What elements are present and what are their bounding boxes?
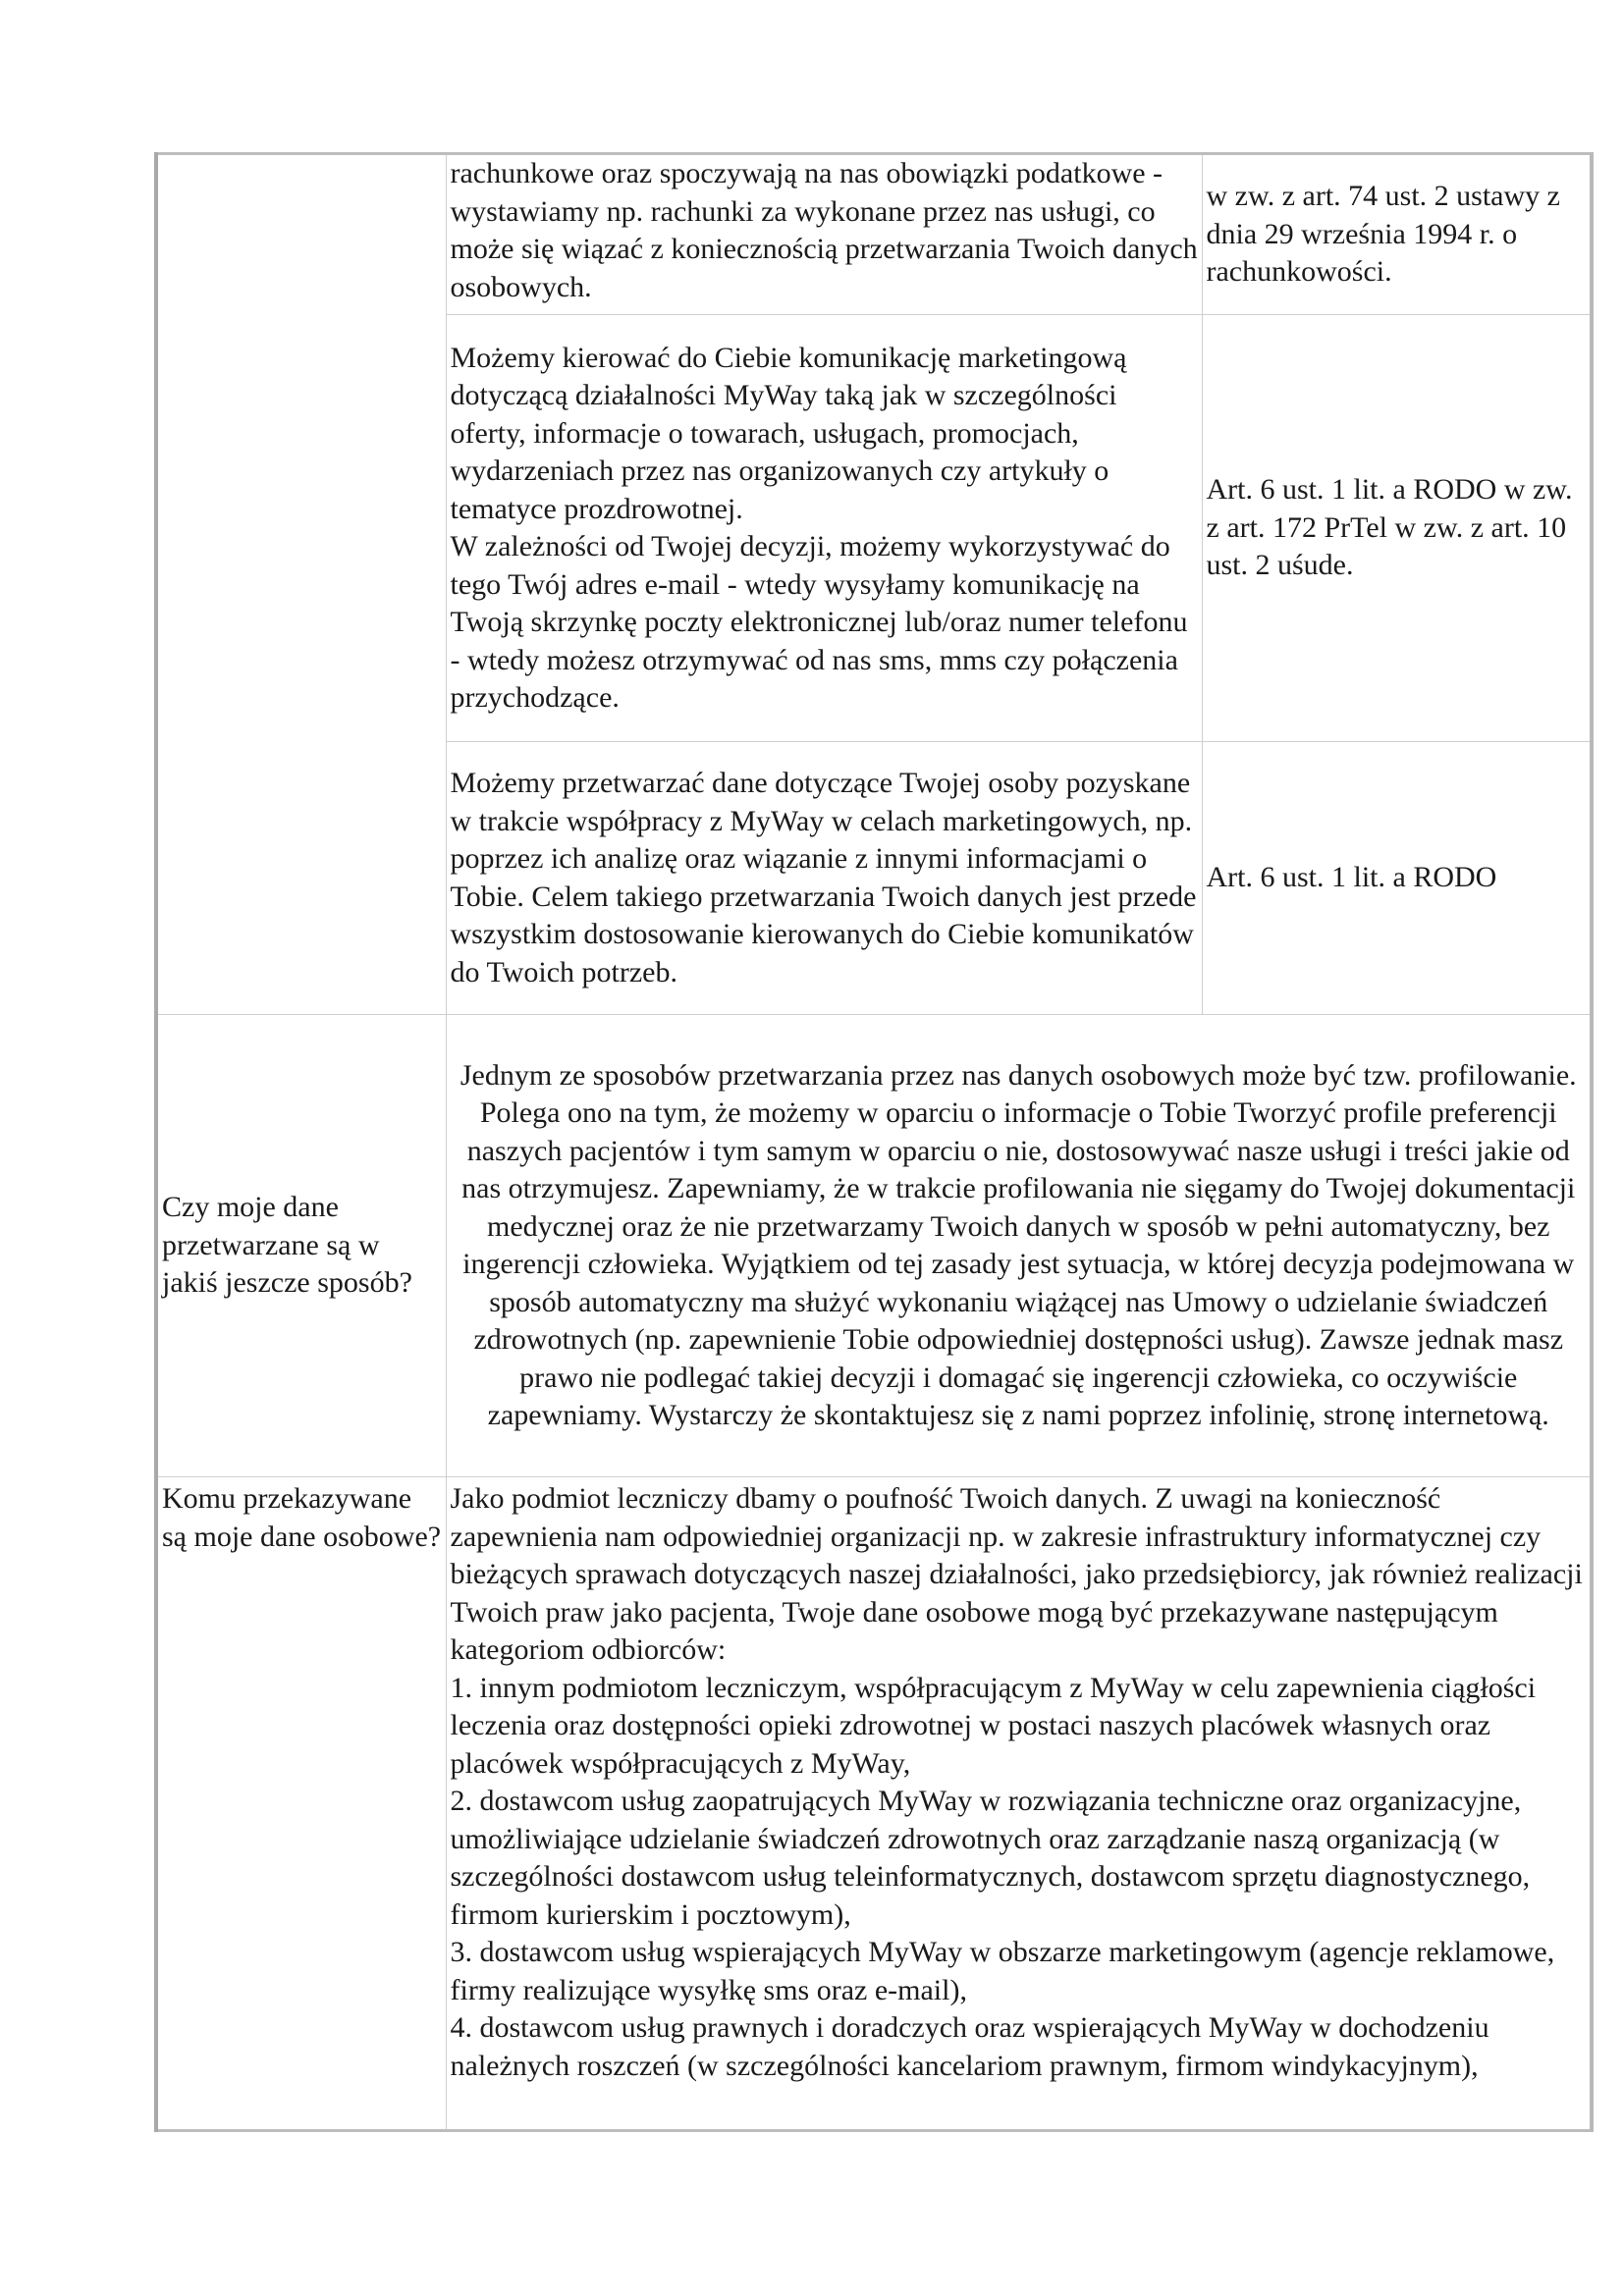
legal-basis-cell: Art. 6 ust. 1 lit. a RODO w zw. z art. 172 PrTel w zw. z art. 10 ust. 2 uśude.: [1202, 315, 1592, 742]
question-cell-empty: [156, 154, 446, 1015]
recipient-list-item: 2. dostawcom usług zaopatrujących MyWay w rozwiązania techniczne oraz organizacyjne, umożliwiające udzielanie świadczeń zdrowotnych oraz zarządzanie naszą organizacją (w szczególności dostawcom usług teleinformatycznych, dostawcom sprzętu diagnostycznego, firmom kurierskim i pocztowym),: [450, 1785, 1531, 1931]
question-cell: Komu przekazywane są moje dane osobowe?: [156, 1477, 446, 2131]
description-cell: rachunkowe oraz spoczywają na nas obowiązki podatkowe - wystawiamy np. rachunki za wykonane przez nas usługi, co może się wiązać z koniecznością przetwarzania Twoich danych osobowych.: [446, 154, 1202, 315]
privacy-policy-table: [154, 152, 1594, 2132]
answer-paragraph: Jako podmiot leczniczy dbamy o poufność Twoich danych. Z uwagi na konieczność zapewnienia nam odpowiedniej organizacji np. w zakresie infrastruktury informatycznej czy bieżących sprawach dotyczących naszej działalności, jako przedsiębiorcy, jak również realizacji Twoich praw jako pacjenta, Twoje dane osobowe mogą być przekazywane następującym kategoriom odbiorców:: [450, 1482, 1583, 1666]
legal-basis-cell: w zw. z art. 74 ust. 2 ustawy z dnia 29 września 1994 r. o rachunkowości.: [1202, 154, 1592, 315]
description-paragraph: Możemy kierować do Ciebie komunikację marketingową dotyczącą działalności MyWay taką jak w szczególności oferty, informacje o towarach, usługach, promocjach, wydarzeniach przez nas organizowanych czy artykuły o tematyce prozdrowotnej.: [450, 341, 1127, 525]
description-paragraph: W zależności od Twojej decyzji, możemy wykorzystywać do tego Twój adres e-mail - wtedy wysyłamy komunikację na Twoją skrzynkę poczty elektronicznej lub/oraz numer telefonu - wtedy możesz otrzymywać od nas sms, mms czy połączenia przychodzące.: [450, 530, 1188, 714]
recipient-list-item: 4. dostawcom usług prawnych i doradczych oraz wspierających MyWay w dochodzeniu należnych roszczeń (w szczególności kancelariom prawnym, firmom windykacyjnym),: [450, 2011, 1489, 2082]
recipient-list-item: 3. dostawcom usług wspierających MyWay w obszarze marketingowym (agencje reklamowe, firmy realizujące wysyłkę sms oraz e-mail),: [450, 1936, 1555, 2006]
table-row: [156, 1015, 1592, 1477]
question-cell: Czy moje dane przetwarzane są w jakiś jeszcze sposób?: [156, 1015, 446, 1477]
answer-cell: Jednym ze sposobów przetwarzania przez nas danych osobowych może być tzw. profilowanie. Polega ono na tym, że możemy w oparciu o informacje o Tobie Tworzyć profile preferencji naszych pacjentów i tym samym w oparciu o nie, dostosowywać nasze usługi i treści jakie od nas otrzymujesz. Zapewniamy, że w trakcie profilowania nie sięgamy do Twojej dokumentacji medycznej oraz że nie przetwarzamy Twoich danych w sposób w pełni automatyczny, bez ingerencji człowieka. Wyjątkiem od tej zasady jest sytuacja, w której decyzja podejmowana w sposób automatyczny ma służyć wykonaniu wiążącej nas Umowy o udzielanie świadczeń zdrowotnych (np. zapewnienie Tobie odpowiedniej dostępności usług). Zawsze jednak masz prawo nie podlegać takiej decyzji i domagać się ingerencji człowieka, co oczywiście zapewniamy. Wystarczy że skontaktujesz się z nami poprzez infolinię, stronę internetową.: [446, 1015, 1592, 1477]
description-cell: [446, 315, 1202, 742]
answer-cell: [446, 1477, 1592, 2131]
legal-basis-cell: Art. 6 ust. 1 lit. a RODO: [1202, 742, 1592, 1015]
description-cell: Możemy przetwarzać dane dotyczące Twojej osoby pozyskane w trakcie współpracy z MyWay w celach marketingowych, np. poprzez ich analizę oraz wiązanie z innymi informacjami o Tobie. Celem takiego przetwarzania Twoich danych jest przede wszystkim dostosowanie kierowanych do Ciebie komunikatów do Twoich potrzeb.: [446, 742, 1202, 1015]
recipient-list-item: 1. innym podmiotom leczniczym, współpracującym z MyWay w celu zapewnienia ciągłości leczenia oraz dostępności opieki zdrowotnej w postaci naszych placówek własnych oraz placówek współpracujących z MyWay,: [450, 1671, 1537, 1780]
table-row: [156, 154, 1592, 315]
table-row: [156, 1477, 1592, 2131]
